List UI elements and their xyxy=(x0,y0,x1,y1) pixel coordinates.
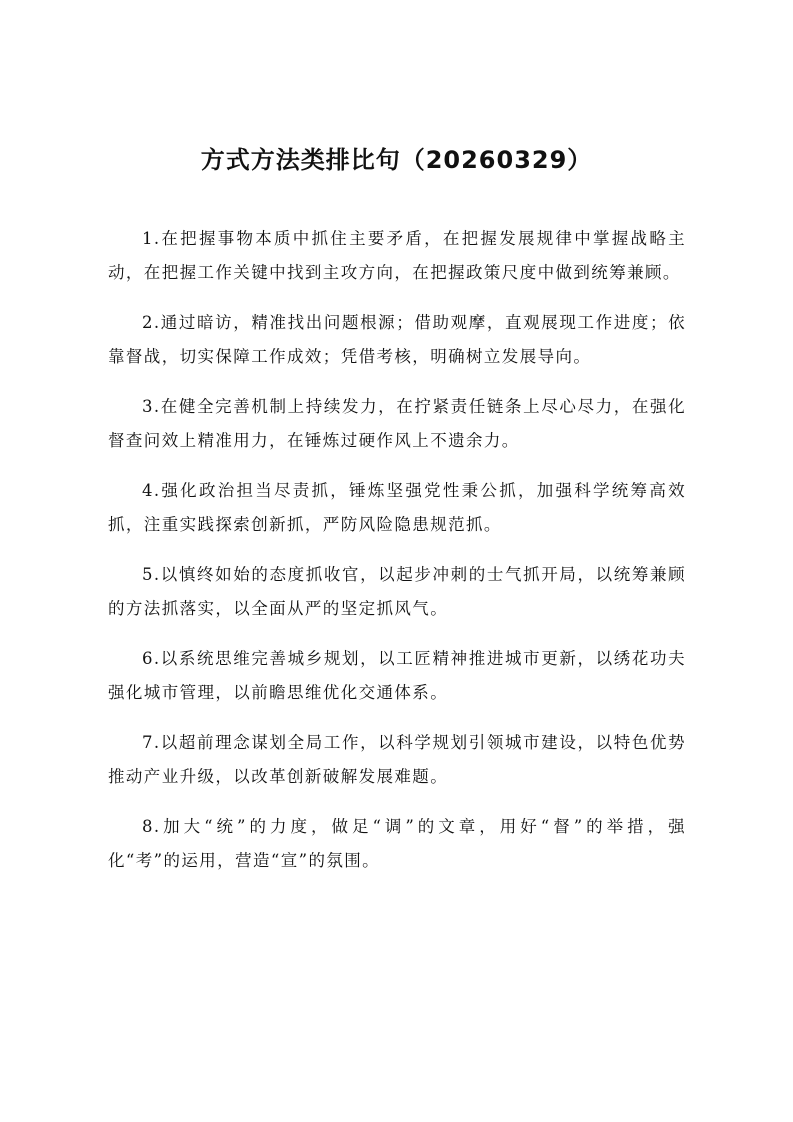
paragraph-5: 5.以慎终如始的态度抓收官，以起步冲刺的士气抓开局，以统筹兼顾的方法抓落实，以全面从严的坚定抓风气。 xyxy=(108,565,686,618)
paragraph-7: 7.以超前理念谋划全局工作，以科学规划引领城市建设，以特色优势推动产业升级，以改革创新破解发展难题。 xyxy=(108,733,686,786)
paragraph-6: 6.以系统思维完善城乡规划，以工匠精神推进城市更新，以绣花功夫强化城市管理，以前瞻思维优化交通体系。 xyxy=(108,649,686,702)
document-body xyxy=(108,222,686,894)
paragraph-3: 3.在健全完善机制上持续发力，在拧紧责任链条上尽心尽力，在强化督查问效上精准用力，在锤炼过硬作风上不遗余力。 xyxy=(108,397,686,450)
document-title: 方式方法类排比句（20260329） xyxy=(200,146,593,174)
paragraph-1: 1.在把握事物本质中抓住主要矛盾，在把握发展规律中掌握战略主动，在把握工作关键中找到主攻方向，在把握政策尺度中做到统筹兼顾。 xyxy=(108,229,686,282)
paragraph-8: 8.加大“统”的力度，做足“调”的文章，用好“督”的举措，强化“考”的运用，营造“宣”的氛围。 xyxy=(108,817,686,870)
paragraph-2: 2.通过暗访，精准找出问题根源；借助观摩，直观展现工作进度；依靠督战，切实保障工作成效；凭借考核，明确树立发展导向。 xyxy=(108,313,686,366)
paragraph-4: 4.强化政治担当尽责抓，锤炼坚强党性秉公抓，加强科学统筹高效抓，注重实践探索创新抓，严防风险隐患规范抓。 xyxy=(108,481,686,534)
